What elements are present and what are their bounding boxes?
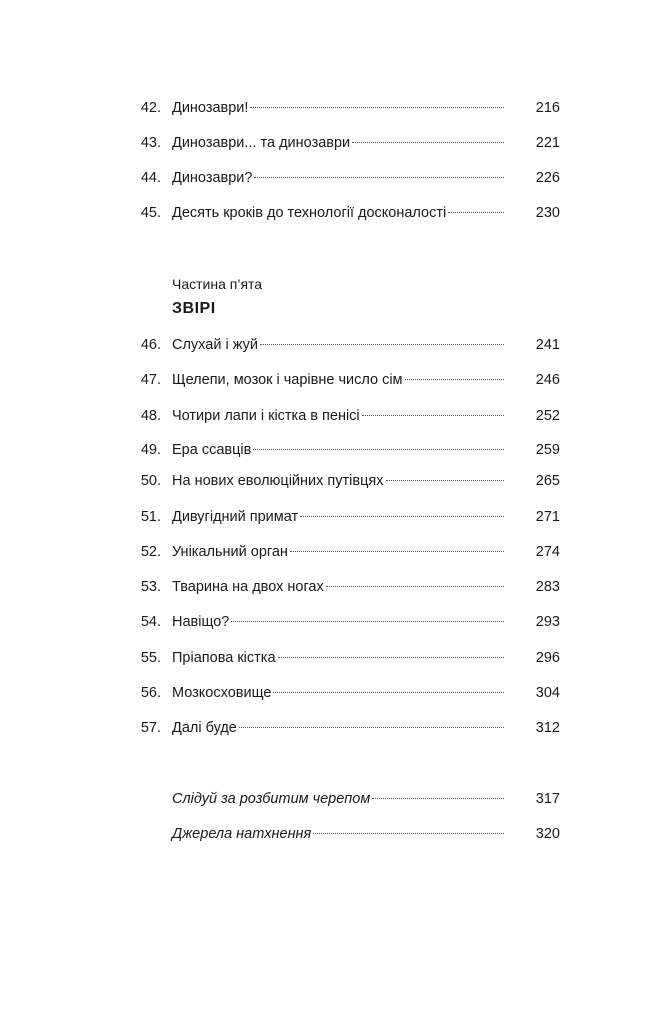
entry-title-line	[172, 470, 504, 492]
entry-page: 320	[535, 826, 560, 842]
toc-entry	[0, 576, 658, 598]
entry-page: 246	[535, 372, 560, 388]
entry-number: 52.	[140, 544, 161, 560]
entry-title-line	[172, 506, 504, 528]
entry-number: 50.	[140, 473, 161, 489]
toc-entry	[0, 682, 658, 704]
entry-title: Навіщо?	[172, 614, 230, 630]
entry-page: 274	[535, 544, 560, 560]
dot-leader	[300, 516, 504, 517]
entry-page: 317	[535, 791, 560, 807]
dot-leader	[405, 379, 504, 380]
entry-title: Унікальний орган	[172, 544, 288, 560]
entry-title: Чотири лапи і кістка в пенісі	[172, 408, 360, 424]
entry-page: 241	[535, 337, 560, 353]
entry-title: Пріапова кістка	[172, 650, 276, 666]
dot-leader	[260, 344, 504, 345]
dot-leader	[273, 692, 504, 693]
entry-title-line	[172, 405, 504, 427]
entry-title: Динозаври!	[172, 100, 249, 116]
dot-leader	[326, 586, 504, 587]
dot-leader	[290, 551, 504, 552]
entry-title-line	[172, 647, 504, 669]
toc-entry	[0, 97, 658, 119]
entry-number: 48.	[140, 408, 161, 424]
dot-leader	[362, 415, 504, 416]
toc-entry	[0, 202, 658, 224]
entry-page: 230	[535, 205, 560, 221]
entry-title-line	[172, 823, 504, 845]
entry-page: 304	[535, 685, 560, 701]
entry-title: Слухай і жуй	[172, 337, 258, 353]
entry-page: 293	[535, 614, 560, 630]
entry-title-line	[172, 439, 504, 461]
entry-number: 51.	[140, 509, 161, 525]
entry-title: Мозкосховище	[172, 685, 272, 701]
entry-number: 49.	[140, 442, 161, 458]
entry-number: 46.	[140, 337, 161, 353]
entry-title-line	[172, 541, 504, 563]
dot-leader	[250, 107, 504, 108]
entry-title: Тварина на двох ногах	[172, 579, 324, 595]
entry-page: 221	[535, 135, 560, 151]
dot-leader	[278, 657, 504, 658]
entry-page: 296	[535, 650, 560, 666]
toc-entry	[0, 167, 658, 189]
entry-page: 259	[535, 442, 560, 458]
entry-title: Динозаври... та динозаври	[172, 135, 351, 151]
entry-number: 53.	[140, 579, 161, 595]
dot-leader	[352, 142, 504, 143]
entry-number: 45.	[140, 205, 161, 221]
entry-title: Щелепи, мозок і чарівне число сім	[172, 372, 403, 388]
dot-leader	[239, 727, 504, 728]
entry-number: 43.	[140, 135, 161, 151]
toc-entry	[0, 611, 658, 633]
entry-number: 47.	[140, 372, 161, 388]
toc-entry	[0, 717, 658, 739]
entry-title: Слідуй за розбитим черепом	[172, 791, 371, 807]
entry-title: На нових еволюційних путівцях	[172, 473, 384, 489]
dot-leader	[253, 449, 504, 450]
entry-title: Динозаври?	[172, 170, 253, 186]
entry-title: Джерела натхнення	[172, 826, 312, 842]
dot-leader	[254, 177, 504, 178]
entry-number: 54.	[140, 614, 161, 630]
dot-leader	[231, 621, 504, 622]
entry-title: Ера ссавців	[172, 442, 252, 458]
entry-page: 265	[535, 473, 560, 489]
entry-page: 312	[535, 720, 560, 736]
entry-title: Десять кроків до технології досконалості	[172, 205, 447, 221]
entry-title: Дивугідний примат	[172, 509, 299, 525]
toc-entry	[0, 369, 658, 391]
entry-title-line	[172, 682, 504, 704]
entry-title-line	[172, 132, 504, 154]
entry-title-line	[172, 334, 504, 356]
entry-number: 56.	[140, 685, 161, 701]
entry-number: 57.	[140, 720, 161, 736]
toc-entry	[0, 334, 658, 356]
dot-leader	[313, 833, 504, 834]
entry-page: 226	[535, 170, 560, 186]
entry-page: 271	[535, 509, 560, 525]
entry-title-line	[172, 97, 504, 119]
dot-leader	[386, 480, 505, 481]
part-label: Частина п’ята	[172, 276, 263, 292]
toc-entry	[0, 405, 658, 427]
entry-title-line	[172, 369, 504, 391]
part-title: ЗВІРІ	[172, 300, 216, 317]
entry-title-line	[172, 167, 504, 189]
toc-entry-endmatter	[0, 788, 658, 810]
toc-entry	[0, 541, 658, 563]
toc-entry	[0, 439, 658, 461]
entry-title-line	[172, 202, 504, 224]
dot-leader	[448, 212, 504, 213]
entry-title-line	[172, 611, 504, 633]
entry-number: 42.	[140, 100, 161, 116]
entry-page: 216	[535, 100, 560, 116]
toc-entry	[0, 132, 658, 154]
entry-page: 252	[535, 408, 560, 424]
entry-title-line	[172, 717, 504, 739]
entry-title-line	[172, 788, 504, 810]
toc-entry	[0, 647, 658, 669]
entry-title: Далі буде	[172, 720, 237, 736]
entry-number: 55.	[140, 650, 161, 666]
entry-page: 283	[535, 579, 560, 595]
toc-entry-endmatter	[0, 823, 658, 845]
toc-entry	[0, 470, 658, 492]
entry-number: 44.	[140, 170, 161, 186]
dot-leader	[372, 798, 504, 799]
toc-entry	[0, 506, 658, 528]
entry-title-line	[172, 576, 504, 598]
